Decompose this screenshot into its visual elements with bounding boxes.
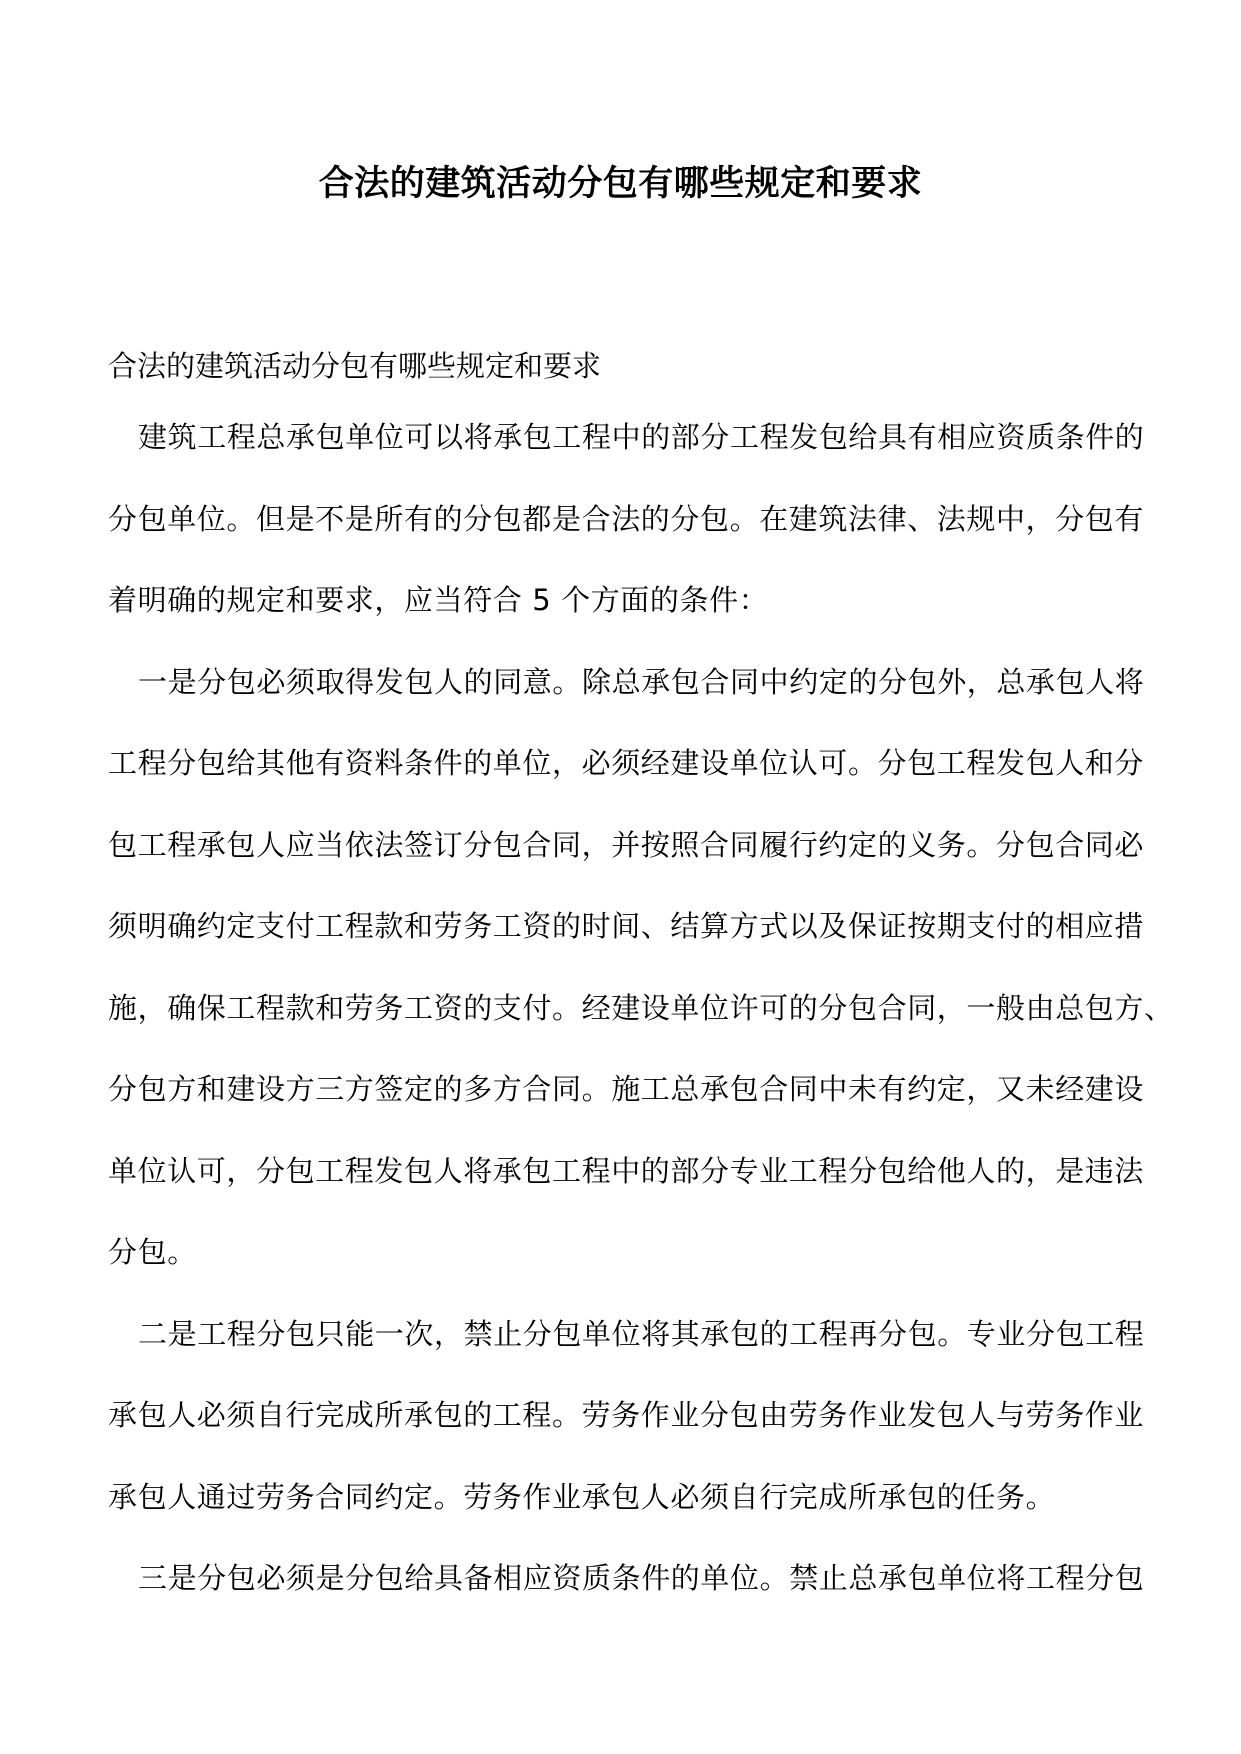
- text-line: 工程分包给其他有资料条件的单位，必须经建设单位认可。分包工程发包人和分: [108, 746, 1145, 780]
- paragraph-condition-three: [108, 1558, 1148, 1640]
- paragraph-condition-one: [108, 662, 1174, 1314]
- text-line: 分包方和建设方三方签定的多方合同。施工总承包合同中未有约定，又未经建设: [108, 1072, 1145, 1106]
- text-line: 包工程承包人应当依法签订分包合同，并按照合同履行约定的义务。分包合同必: [108, 827, 1145, 862]
- text-line: 着明确的规定和要求，应当符合 5 个方面的条件：: [108, 583, 769, 617]
- document-body: [108, 417, 1174, 1640]
- text-line: 三是分包必须是分包给具备相应资质条件的单位。禁止总承包单位将工程分包: [138, 1561, 1145, 1595]
- text-line: 分包。: [108, 1235, 197, 1269]
- text-line: 建筑工程总承包单位可以将承包工程中的部分工程发包给具有相应资质条件的: [138, 420, 1145, 454]
- text-line: 须明确约定支付工程款和劳务工资的时间、结算方式以及保证按期支付的相应措: [108, 909, 1145, 943]
- text-line: 承包人必须自行完成所承包的工程。劳务作业分包由劳务作业发包人与劳务作业: [108, 1398, 1145, 1432]
- text-line: 分包单位。但是不是所有的分包都是合法的分包。在建筑法律、法规中，分包有: [108, 501, 1145, 536]
- text-line: 承包人通过劳务合同约定。劳务作业承包人必须自行完成所承包的任务。: [108, 1479, 1056, 1514]
- text-line: 施，确保工程款和劳务工资的支付。经建设单位许可的分包合同，一般由总包方、: [108, 990, 1174, 1025]
- document-title: 合法的建筑活动分包有哪些规定和要求: [318, 163, 923, 204]
- paragraph-intro: [108, 417, 1148, 662]
- document-subtitle: 合法的建筑活动分包有哪些规定和要求: [108, 349, 602, 383]
- text-line: 二是工程分包只能一次，禁止分包单位将其承包的工程再分包。专业分包工程: [138, 1316, 1145, 1351]
- text-line: 单位认可，分包工程发包人将承包工程中的部分专业工程分包给他人的，是违法: [108, 1153, 1145, 1188]
- text-line: 一是分包必须取得发包人的同意。除总承包合同中约定的分包外，总承包人将: [138, 664, 1145, 699]
- paragraph-condition-two: [108, 1314, 1148, 1559]
